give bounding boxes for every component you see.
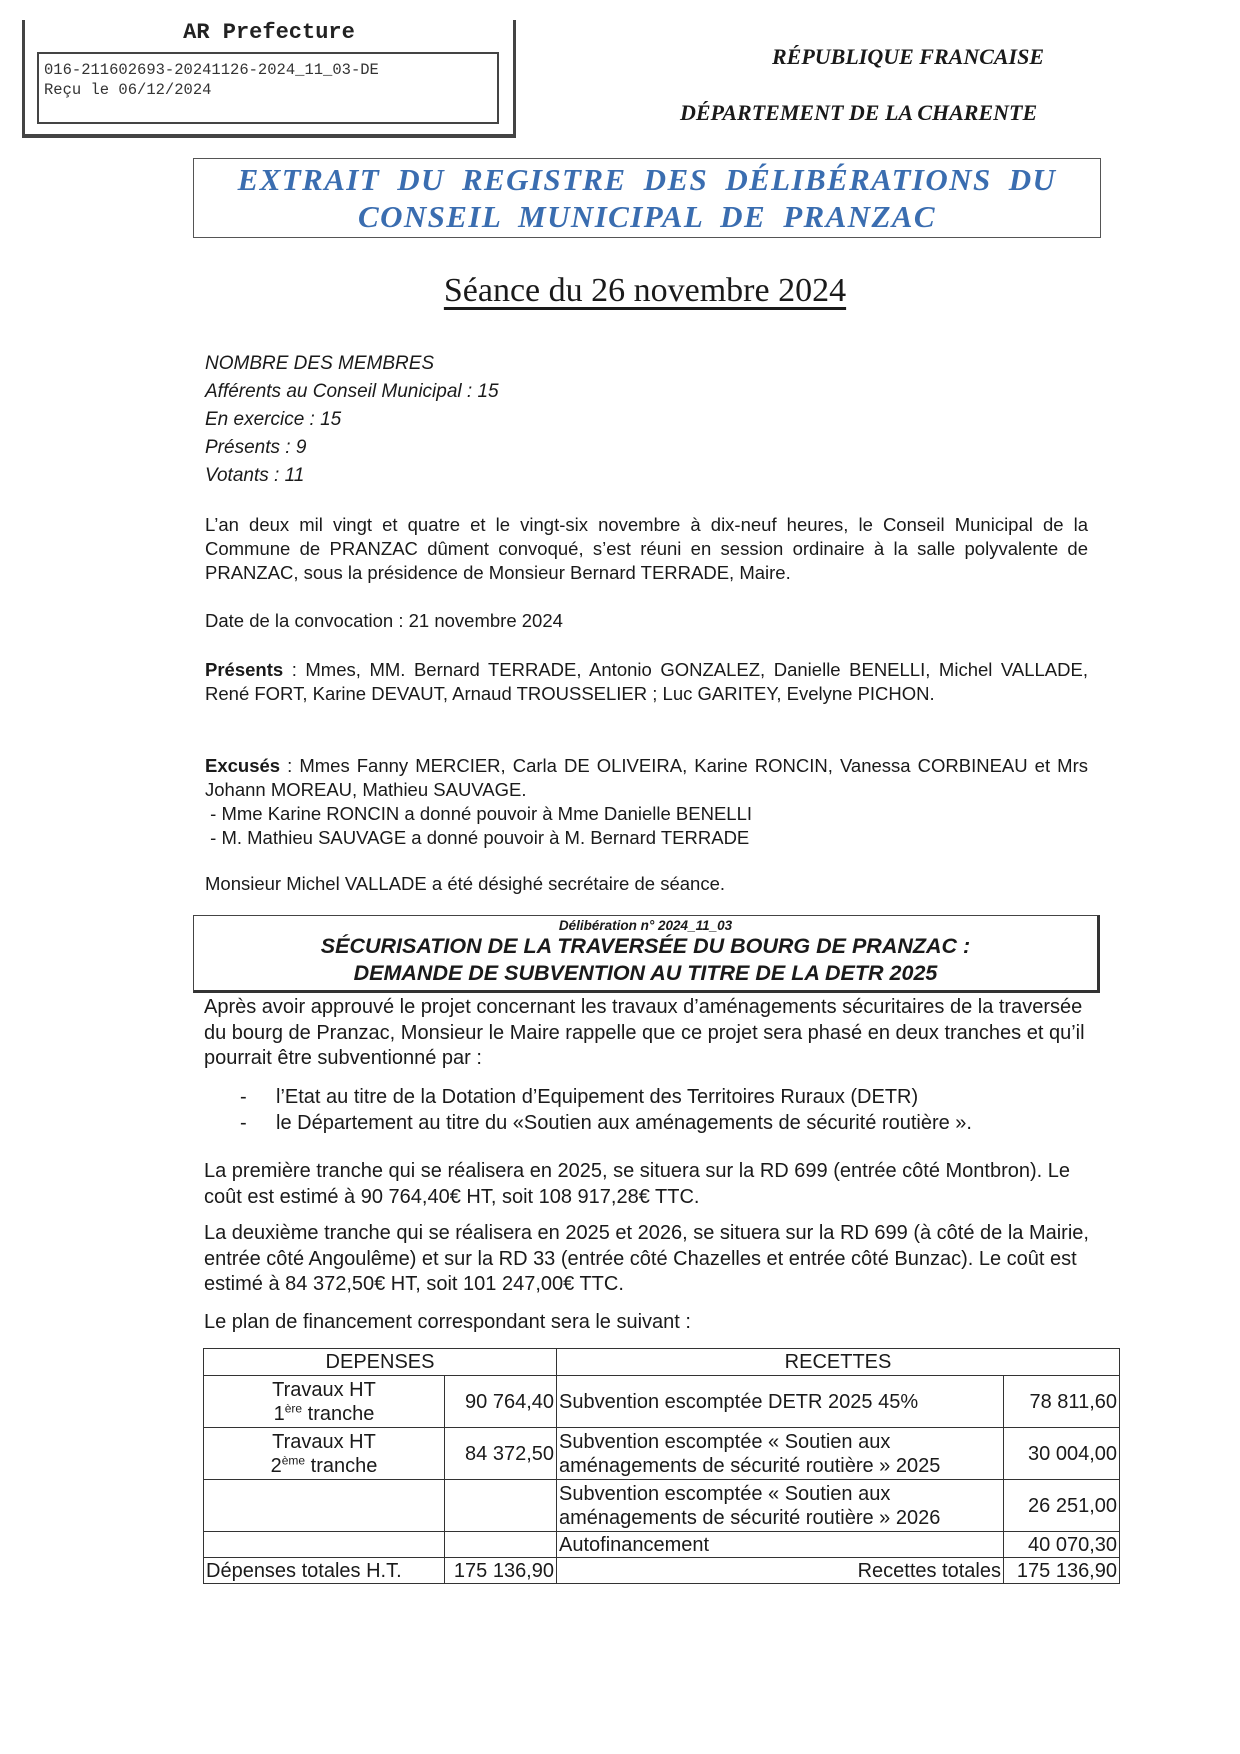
total-revenues-amount: 175 136,90: [1004, 1558, 1120, 1584]
revenue-label: Subvention escomptée « Soutien aux aménagements de sécurité routière » 2025: [557, 1428, 1004, 1480]
members-afferents: Afférents au Conseil Municipal : 15: [205, 381, 499, 402]
republic-heading: RÉPUBLIQUE FRANCAISE: [772, 44, 1045, 69]
attendance-presents: [205, 658, 1088, 706]
funding-source-item: - l’Etat au titre de la Dotation d’Equipement des Territoires Ruraux (DETR): [204, 1085, 1104, 1111]
attendance-excuses: [205, 754, 1088, 850]
session-date-heading: Séance du 26 novembre 2024: [443, 272, 847, 309]
revenue-label: Subvention escomptée DETR 2025 45%: [557, 1376, 1004, 1428]
total-expenses-label: Dépenses totales H.T.: [204, 1558, 445, 1584]
revenue-label: Autofinancement: [557, 1532, 1004, 1558]
expense-amount-empty: [445, 1480, 557, 1532]
expense-label-empty: [204, 1532, 445, 1558]
department-heading: DÉPARTEMENT DE LA CHARENTE: [680, 100, 1038, 125]
register-title-box: [193, 158, 1101, 238]
expense-label-empty: [204, 1480, 445, 1532]
revenue-amount: 26 251,00: [1004, 1480, 1120, 1532]
revenue-label: Subvention escomptée « Soutien aux aménagements de sécurité routière » 2026: [557, 1480, 1004, 1532]
expense-label: Travaux HT 2ème tranche: [204, 1428, 445, 1480]
excuses-label: Excusés: [205, 755, 281, 776]
funding-source-item: - le Département au titre du «Soutien aux aménagements de sécurité routière ».: [204, 1111, 1104, 1137]
members-presents: Présents : 9: [205, 437, 307, 458]
financing-table: [203, 1348, 1120, 1584]
expense-amount-empty: [445, 1532, 557, 1558]
header-recettes: RECETTES: [557, 1349, 1120, 1376]
body-paragraph-1: Après avoir approuvé le projet concernant les travaux d’aménagements sécuritaires de la traversée du bourg de Pranzac, Monsieur le Maire rappelle que ce projet sera phasé en deux tranches et qu’il pourrait être subventionné par :: [204, 996, 1085, 1069]
secretary-statement: Monsieur Michel VALLADE a été désighé secrétaire de séance.: [205, 873, 725, 894]
body-paragraph-first-tranche: La première tranche qui se réalisera en 2025, se situera sur la RD 699 (entrée côté Montbron). Le coût est estimé à 90 764,40€ HT, soit 108 917,28€ TTC.: [204, 1160, 1071, 1208]
revenue-amount: 30 004,00: [1004, 1428, 1120, 1480]
register-title-line2: CONSEIL MUNICIPAL DE PRANZAC: [358, 199, 936, 234]
stamp-title: AR Prefecture: [183, 20, 355, 45]
excuses-list: : Mmes Fanny MERCIER, Carla DE OLIVEIRA, Karine RONCIN, Vanessa CORBINEAU et Mrs Johann MOREAU, Mathieu SAUVAGE.: [205, 755, 1088, 800]
deliberation-number: Délibération n° 2024_11_03: [558, 918, 733, 933]
header-depenses: DEPENSES: [204, 1349, 557, 1376]
presents-label: Présents: [205, 659, 284, 680]
bullet-dash: -: [240, 1111, 247, 1134]
intro-paragraph: L’an deux mil vingt et quatre et le vingt-six novembre à dix-neuf heures, le Conseil Municipal de la Commune de PRANZAC dûment convoqué, s’est réuni en session ordinaire à la salle polyvalente de PRANZAC, sous la présidence de Monsieur Bernard TERRADE, Maire.: [205, 514, 1088, 583]
expense-amount: 84 372,50: [445, 1428, 557, 1480]
table-totals-row: [204, 1558, 1120, 1584]
members-en-exercice: En exercice : 15: [205, 409, 342, 430]
proxy-2: - M. Mathieu SAUVAGE a donné pouvoir à M. Bernard TERRADE: [205, 827, 750, 848]
deliberation-title-line2: DEMANDE DE SUBVENTION AU TITRE DE LA DETR 2025: [353, 961, 938, 985]
expense-label: Travaux HT 1ère tranche: [204, 1376, 445, 1428]
prefecture-stamp: [22, 20, 516, 138]
total-expenses-amount: 175 136,90: [445, 1558, 557, 1584]
members-votants: Votants : 11: [205, 465, 305, 486]
table-row: [204, 1480, 1120, 1532]
total-revenues-label: Recettes totales: [557, 1558, 1004, 1584]
stamp-details-box: [37, 52, 499, 124]
members-heading: NOMBRE DES MEMBRES: [205, 353, 435, 374]
revenue-amount: 78 811,60: [1004, 1376, 1120, 1428]
expense-amount: 90 764,40: [445, 1376, 557, 1428]
table-header-row: [204, 1349, 1120, 1376]
presents-list: : Mmes, MM. Bernard TERRADE, Antonio GONZALEZ, Danielle BENELLI, Michel VALLADE, René FORT, Karine DEVAUT, Arnaud TROUSSELIER ; Luc GARITEY, Evelyne PICHON.: [205, 659, 1088, 704]
members-block: [205, 350, 499, 490]
financing-intro: Le plan de financement correspondant sera le suivant :: [204, 1311, 691, 1333]
table-row: [204, 1428, 1120, 1480]
table-row: [204, 1376, 1120, 1428]
convocation-date: Date de la convocation : 21 novembre 2024: [205, 610, 563, 631]
bullet-dash: -: [240, 1086, 247, 1108]
revenue-amount: 40 070,30: [1004, 1532, 1120, 1558]
body-paragraph-second-tranche: La deuxième tranche qui se réalisera en 2025 et 2026, se situera sur la RD 699 (à côté de la Mairie, entrée côté Angoulême) et sur la RD 33 (entrée côté Chazelles et entrée côté Bunzac). Le coût est estimé à 84 372,50€ HT, soit 101 247,00€ TTC.: [204, 1222, 1089, 1295]
register-title-line1: EXTRAIT DU REGISTRE DES DÉLIBÉRATIONS DU: [237, 162, 1057, 197]
proxy-1: - Mme Karine RONCIN a donné pouvoir à Mme Danielle BENELLI: [205, 803, 753, 824]
stamp-reference: 016-211602693-20241126-2024_11_03-DE: [44, 61, 379, 79]
funding-sources-list: [204, 1085, 1104, 1136]
table-row: [204, 1532, 1120, 1558]
deliberation-title-box: [193, 915, 1100, 993]
stamp-received-date: Reçu le 06/12/2024: [44, 81, 212, 99]
deliberation-title-line1: SÉCURISATION DE LA TRAVERSÉE DU BOURG DE PRANZAC :: [320, 934, 971, 958]
